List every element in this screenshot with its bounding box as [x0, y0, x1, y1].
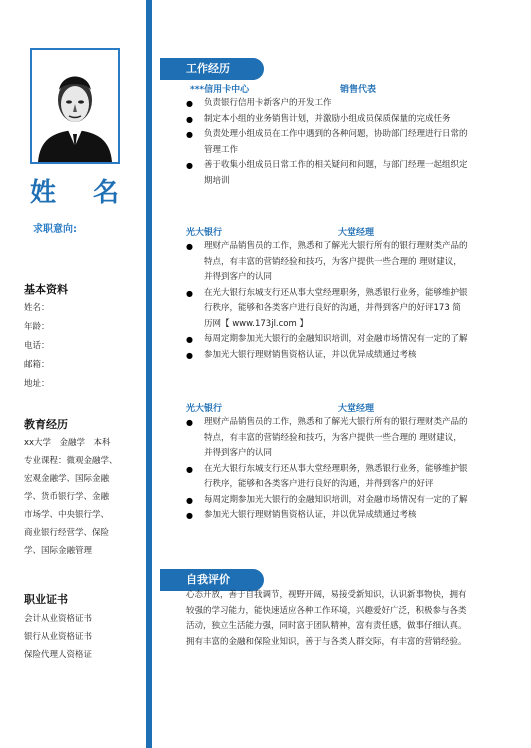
- self-evaluation-tag: 自我评价: [160, 569, 264, 591]
- certificates-block: [24, 610, 92, 664]
- duty-item: ● 每周定期参加光大银行的金融知识培训，对金融市场情况有一定的了解: [186, 493, 468, 509]
- duty-item: ● 在光大银行东城支行还从事大堂经理职务，熟悉银行业务，能够维护银行秩序，能够和各类客户进行良好的沟通，并得到客户的好评173 简历网【 www.173jl.com 】: [186, 286, 468, 333]
- certificate-item: 会计从业资格证书: [24, 614, 93, 624]
- portrait-image: [32, 50, 118, 162]
- education-line: 宏观金融学、国际金融: [24, 474, 110, 484]
- education-line: 商业银行经营学、保险: [24, 528, 110, 538]
- field-name-label: 姓名：: [24, 303, 50, 313]
- basic-info-heading: 基本资料: [24, 283, 68, 296]
- certificates-heading: 职业证书: [24, 593, 68, 606]
- job1-title: 销售代表: [340, 85, 377, 95]
- duty-item: ● 制定本小组的业务销售计划，并激励小组成员保质保量的完成任务: [186, 112, 468, 128]
- duty-item: ● 参加光大银行理财销售资格认证，并以优异成绩通过考核: [186, 348, 468, 364]
- work-experience-tag: 工作经历: [160, 58, 264, 80]
- duty-item: ● 负责银行信用卡新客户的开发工作: [186, 96, 468, 112]
- field-phone-label: 电话：: [24, 341, 50, 351]
- job3-company: 光大银行: [186, 404, 223, 414]
- duty-item: ● 在光大银行东城支行还从事大堂经理职务，熟悉银行业务，能够维护银行秩序，能够和各类客户进行良好的沟通，并得到客户的好评: [186, 462, 468, 493]
- education-line: 学、货币银行学、金融: [24, 492, 110, 502]
- job-intent-label: 求职意向:: [33, 224, 77, 235]
- job3-title: 大堂经理: [338, 404, 375, 414]
- job3-duties: [186, 415, 468, 524]
- duty-item: ● 理财产品销售员的工作，熟悉和了解光大银行所有的银行理财类产品的特点，有丰富的营销经验和技巧，为客户提供一些合理的 理财建议，并得到客户的认同: [186, 239, 468, 286]
- certificate-item: 银行从业资格证书: [24, 632, 93, 642]
- education-line: 学、国际金融管理: [24, 546, 93, 556]
- duty-item: ● 善于收集小组成员日常工作的相关疑问和问题，与部门经理一起组织定期培训: [186, 158, 468, 189]
- vertical-accent-bar: [146, 0, 152, 748]
- job2-duties: [186, 239, 468, 363]
- certificate-item: 保险代理人资格证: [24, 650, 93, 660]
- education-line: 专业课程：微观金融学、: [24, 456, 118, 466]
- field-age-label: 年龄：: [24, 322, 50, 332]
- education-line: 市场学、中央银行学、: [24, 510, 110, 520]
- duty-item: ● 每周定期参加光大银行的金融知识培训，对金融市场情况有一定的了解: [186, 332, 468, 348]
- job2-company: 光大银行: [186, 228, 223, 238]
- duty-item: ● 负责处理小组成员在工作中遇到的各种问题，协助部门经理进行日常的管理工作: [186, 127, 468, 158]
- self-evaluation-text: 心态开放，善于自我调节，视野开阔，易接受新知识，认识新事物快，拥有较强的学习能力，能快速适应各种工作环境，兴趣爱好广泛，积极参与各类活动，独立生活能力强，同时富于团队精神，富有责任感，做事仔细认真。拥有丰富的金融和保险业知识，善于与各类人群交际，有丰富的营销经验。: [186, 590, 467, 647]
- job2-title: 大堂经理: [338, 228, 375, 238]
- education-heading: 教育经历: [24, 418, 68, 431]
- education-block: [24, 434, 144, 560]
- profile-photo: [30, 48, 120, 164]
- job1-company: ***信用卡中心: [190, 85, 250, 95]
- basic-info-fields: [24, 299, 50, 393]
- candidate-name: 姓 名: [30, 178, 134, 208]
- field-email-label: 邮箱：: [24, 360, 50, 370]
- field-address-label: 地址：: [24, 379, 50, 389]
- education-line: xx大学 金融学 本科: [24, 438, 111, 448]
- job1-duties: [186, 96, 468, 189]
- duty-item: ● 理财产品销售员的工作，熟悉和了解光大银行所有的银行理财类产品的特点，有丰富的营销经验和技巧，为客户提供一些合理的 理财建议，并得到客户的认同: [186, 415, 468, 462]
- duty-item: ● 参加光大银行理财销售资格认证，并以优异成绩通过考核: [186, 508, 468, 524]
